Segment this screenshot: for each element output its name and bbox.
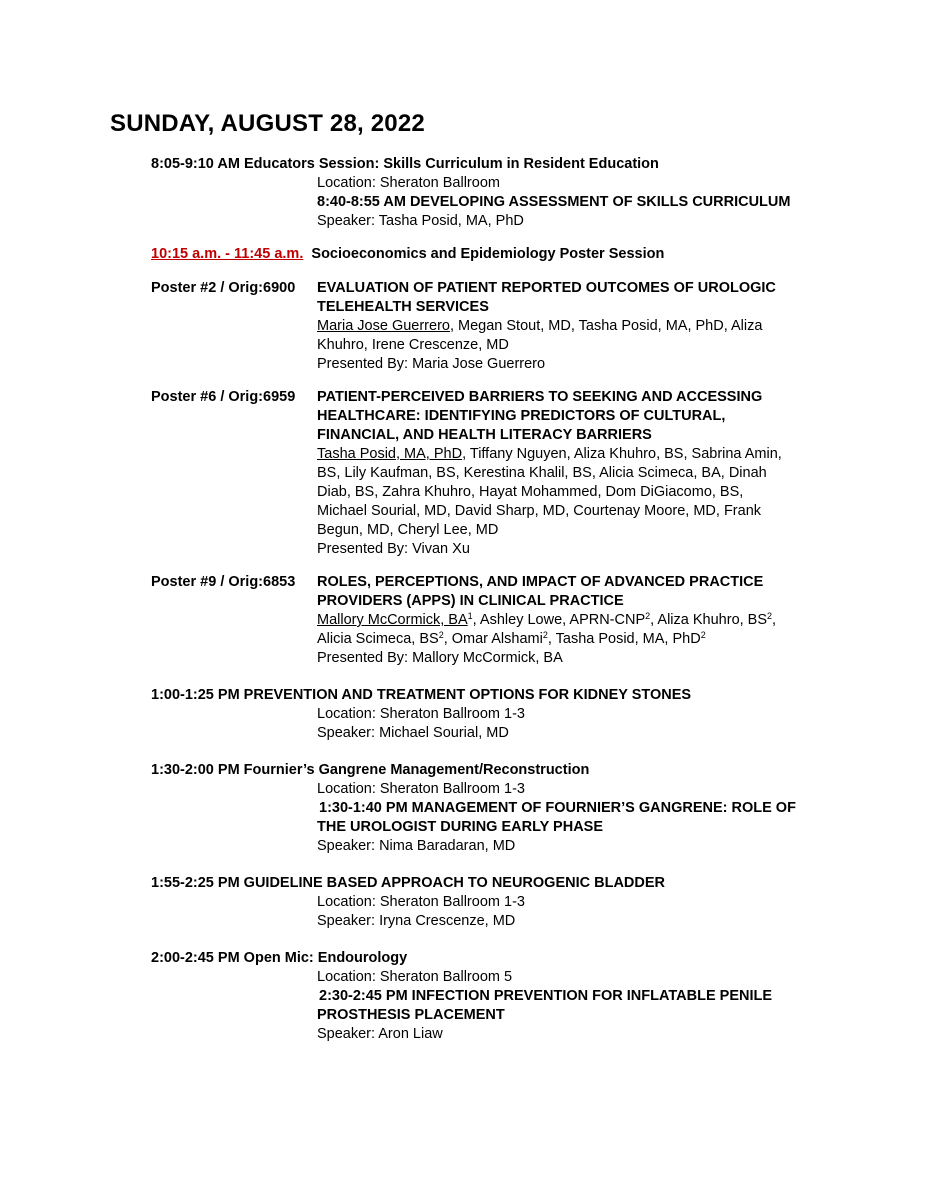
speaker: Speaker: Iryna Crescenze, MD [317,913,516,929]
poster-session-title: Socioeconomics and Epidemiology Poster Session [311,246,665,262]
talk-title: PROSTHESIS PLACEMENT [317,1007,505,1023]
talk-title: 2:30-2:45 PM INFECTION PREVENTION FOR INFLATABLE PENILE [319,988,773,1004]
poster-title: HEALTHCARE: IDENTIFYING PREDICTORS OF CULTURAL, [317,408,726,424]
talk-title: THE UROLOGIST DURING EARLY PHASE [317,819,604,835]
poster-authors: Tasha Posid, MA, PhD, Tiffany Nguyen, Aliza Khuhro, BS, Sabrina Amin, [317,446,782,462]
session-header: 1:30-2:00 PM Fournier’s Gangrene Management/Reconstruction [151,762,590,778]
talk-title: 8:40-8:55 AM DEVELOPING ASSESSMENT OF SKILLS CURRICULUM [317,194,791,210]
poster-authors: Khuhro, Irene Crescenze, MD [317,337,509,353]
session-location: Location: Sheraton Ballroom 5 [317,969,513,985]
session-header: 1:55-2:25 PM GUIDELINE BASED APPROACH TO NEUROGENIC BLADDER [151,875,666,891]
poster-label: Poster #2 / Orig:6900 [151,280,296,296]
session-location: Location: Sheraton Ballroom [317,175,500,191]
session-location: Location: Sheraton Ballroom 1-3 [317,781,525,797]
session-location: Location: Sheraton Ballroom 1-3 [317,706,525,722]
speaker: Speaker: Aron Liaw [317,1026,443,1042]
poster-authors: Alicia Scimeca, $BS^2$, Omar Alshami$^2$, Tasha Posid, MA, PhD$^2$ [317,630,706,647]
poster-authors: Diab, BS, Zahra Khuhro, Hayat Mohammed, Dom DiGiacomo, BS, [317,484,744,500]
speaker: Speaker: Michael Sourial, MD [317,725,509,741]
poster-authors: Mallory McCormick, $BA^1$, Ashley Lowe, APRN-CNP$^2$, Aliza Khuhro, $BS^2$, [317,611,777,628]
poster-authors: Maria Jose Guerrero, Megan Stout, MD, Tasha Posid, MA, PhD, Aliza [317,318,763,334]
poster-presenter: Presented By: Mallory McCormick, BA [317,650,563,666]
poster-title: ROLES, PERCEPTIONS, AND IMPACT OF ADVANCED PRACTICE [317,574,764,590]
session-header: 1:00-1:25 PM PREVENTION AND TREATMENT OPTIONS FOR KIDNEY STONES [151,687,692,703]
poster-title: FINANCIAL, AND HEALTH LITERACY BARRIERS [317,427,652,443]
session-location: Location: Sheraton Ballroom 1-3 [317,894,525,910]
speaker: Speaker: Nima Baradaran, MD [317,838,516,854]
poster-label: Poster #6 / Orig:6959 [151,389,296,405]
session-header: 8:05-9:10 AM Educators Session: Skills Curriculum in Resident Education [151,156,659,172]
poster-authors: Michael Sourial, MD, David Sharp, MD, Courtenay Moore, MD, Frank [317,503,762,519]
poster-title: PROVIDERS (APPS) IN CLINICAL PRACTICE [317,593,624,609]
poster-authors: Begun, MD, Cheryl Lee, MD [317,522,499,538]
talk-title: 1:30-1:40 PM MANAGEMENT OF FOURNIER’S GANGRENE: ROLE OF [319,800,796,816]
poster-presenter: Presented By: Maria Jose Guerrero [317,356,546,372]
poster-title: TELEHEALTH SERVICES [317,299,489,315]
poster-label: Poster #9 / Orig:6853 [151,574,296,590]
poster-title: EVALUATION OF PATIENT REPORTED OUTCOMES OF UROLOGIC [317,280,776,296]
session-header: 2:00-2:45 PM Open Mic: Endourology [151,950,408,966]
poster-session-header [151,245,664,264]
page-title: SUNDAY, AUGUST 28, 2022 [110,110,425,137]
poster-authors: BS, Lily Kaufman, BS, Kerestina Khalil, BS, Alicia Scimeca, BA, Dinah [317,465,767,481]
poster-title: PATIENT-PERCEIVED BARRIERS TO SEEKING AND ACCESSING [317,389,763,405]
speaker: Speaker: Tasha Posid, MA, PhD [317,213,524,229]
poster-session-time: 10:15 a.m. - 11:45 a.m. [151,246,304,262]
poster-presenter: Presented By: Vivan Xu [317,541,470,557]
